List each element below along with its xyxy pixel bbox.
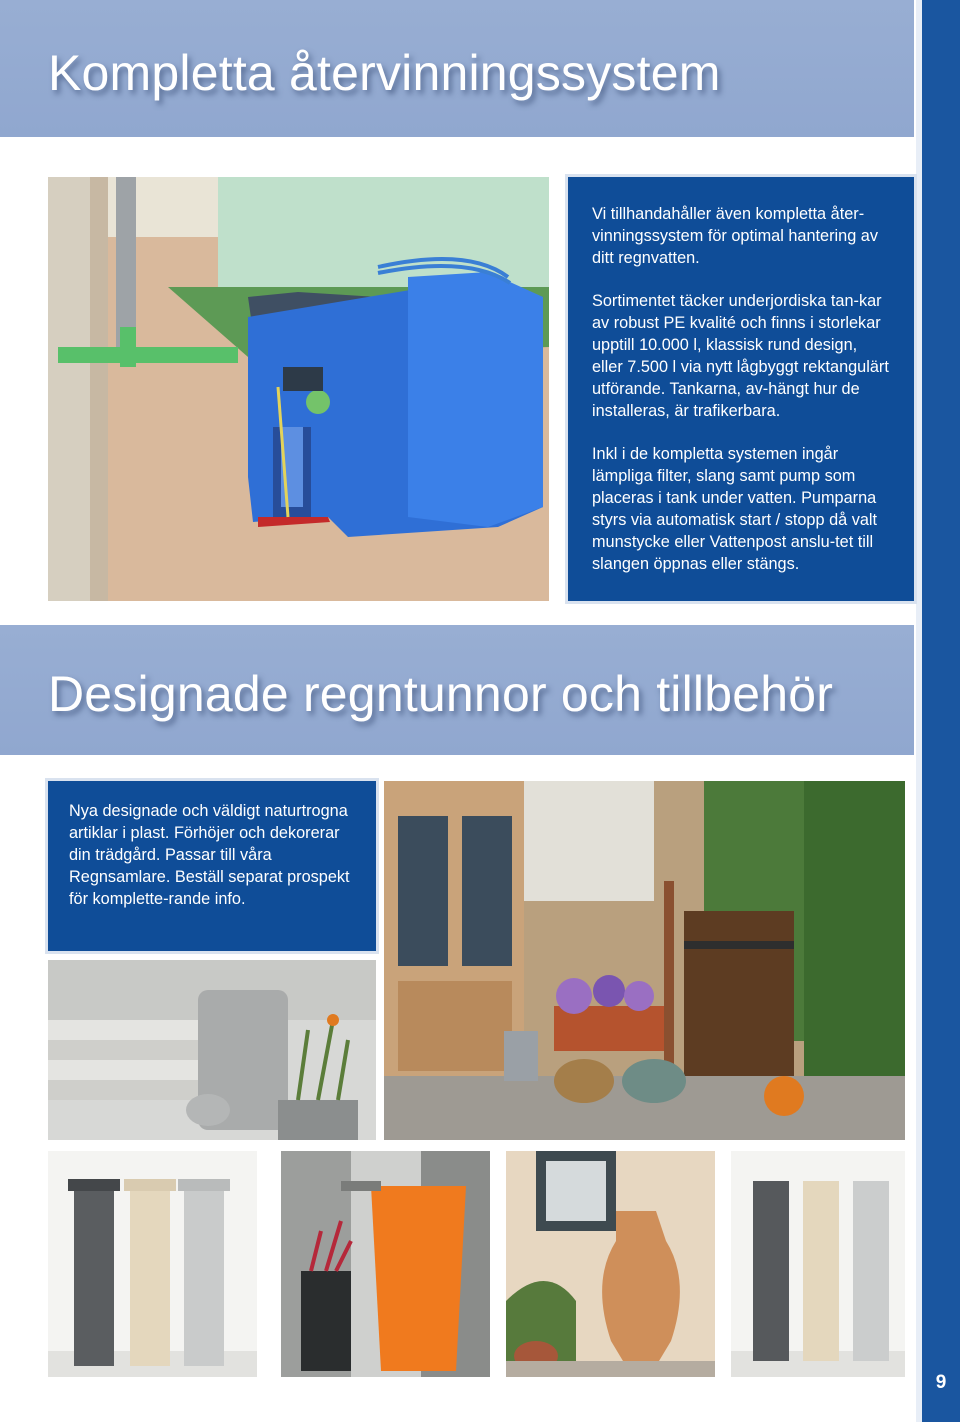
tank-illustration — [48, 177, 549, 601]
page-number: 9 — [935, 1372, 947, 1393]
section1-title: Kompletta återvinningssystem — [48, 45, 721, 101]
section1-banner — [0, 0, 914, 137]
section1-paragraph-2: Sortimentet täcker underjordiska tan-kar av robust PE kvalité och finns i storlekar upptill 10.000 l, klassisk rund design, eller 7.500 l via nytt lågbyggt rektangulärt utförande. Tankarna, av-hängt hur de installeras, är trafikerbara. — [592, 292, 889, 420]
section1-paragraph-3: Inkl i de kompletta systemen ingår lämpliga filter, slang samt pump som placeras i tank under vatten. Pumparna styrs via automatisk start / stopp då valt munstycke eller Vattenpost anslu-tet till slangen öppnas eller stängs. — [592, 445, 878, 573]
water-posts-photo-2 — [731, 1151, 905, 1377]
section1-paragraph-1: Vi tillhandahåller även kompletta åter-vinningssystem för optimal hantering av ditt regnvatten. — [592, 205, 878, 267]
side-stripe — [922, 0, 960, 1422]
grey-tank-steps-photo — [48, 960, 376, 1140]
water-posts-photo-1 — [48, 1151, 257, 1377]
garden-door-barrel-photo — [384, 781, 905, 1140]
section2-textbox — [48, 781, 376, 951]
section1-textbox — [568, 177, 914, 601]
section2-title: Designade regntunnor och tillbehör — [48, 666, 834, 722]
amphora-photo — [506, 1151, 715, 1377]
section2-banner — [0, 625, 914, 755]
section2-paragraph: Nya designade och väldigt naturtrogna artiklar i plast. Förhöjer och dekorerar din trädgård. Passar till våra Regnsamlare. Beställ separat prospekt för komplette-rande info. — [69, 802, 350, 908]
orange-barrel-photo — [281, 1151, 490, 1377]
